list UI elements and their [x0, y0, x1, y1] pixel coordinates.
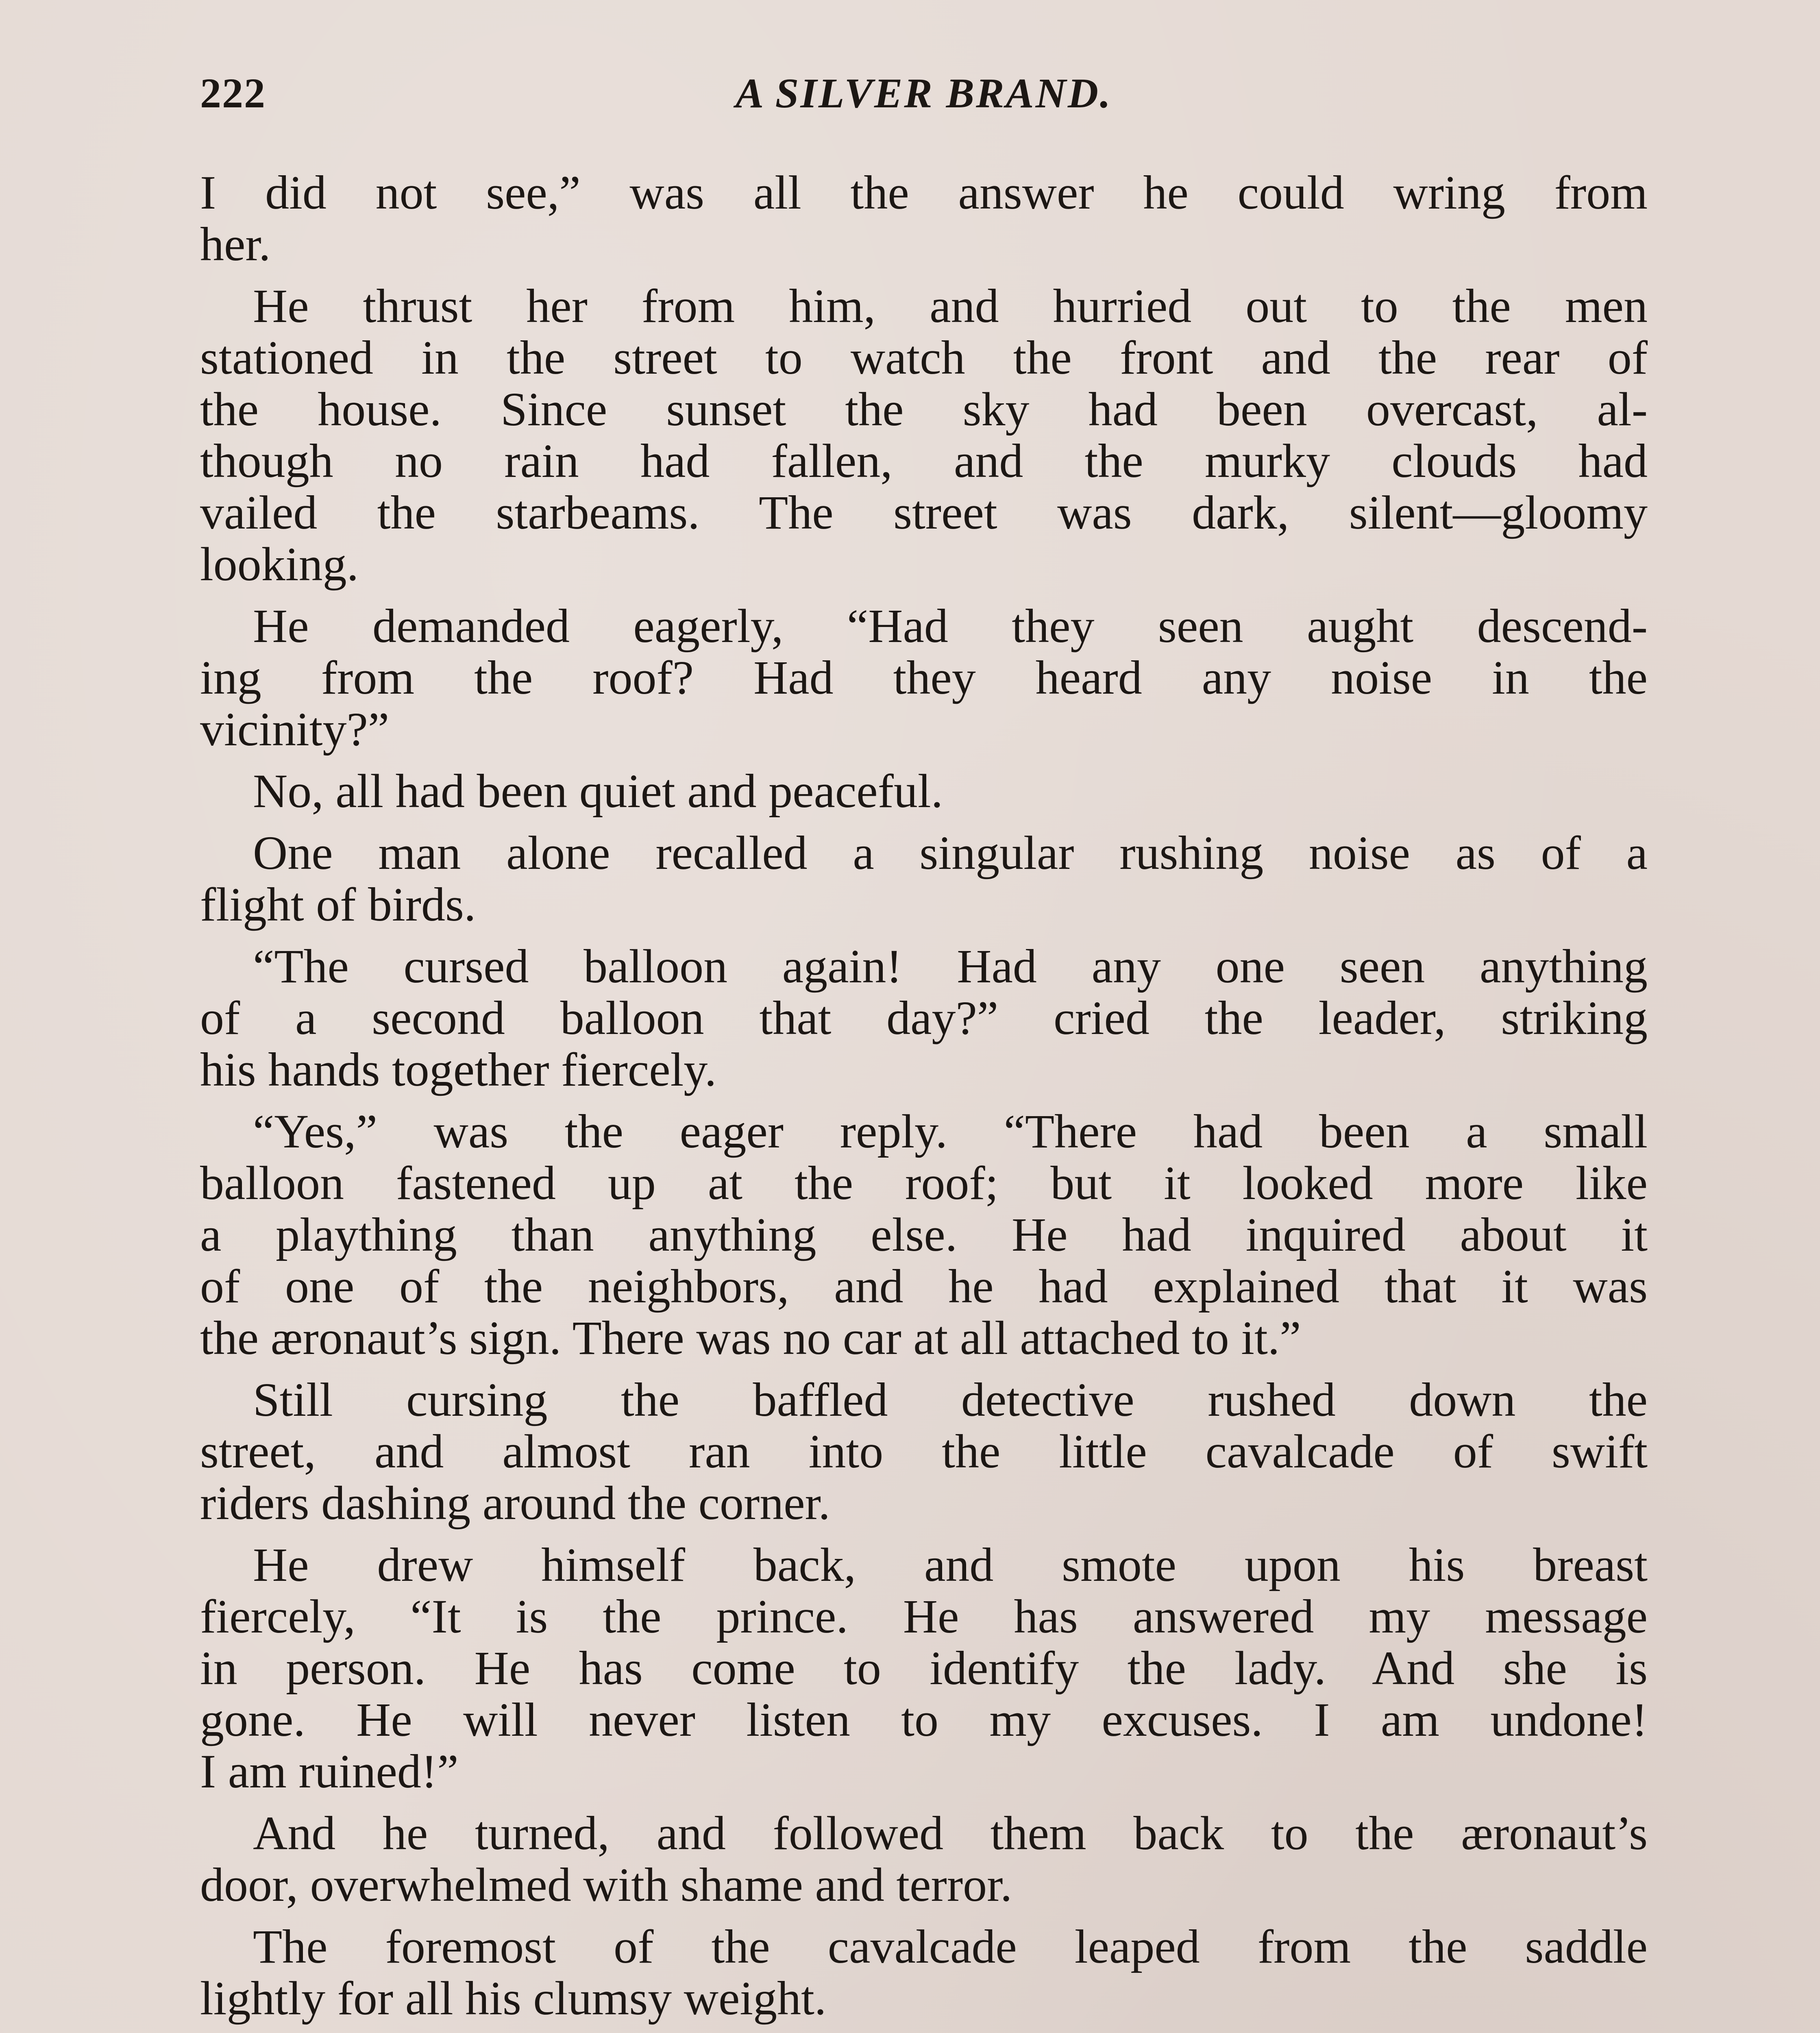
text-line: He demanded eagerly, “Had they seen aught descend- — [253, 599, 1648, 653]
paragraph — [200, 765, 1648, 817]
text-line: his hands together fiercely. — [200, 1043, 717, 1096]
text-line: looking. — [200, 538, 359, 591]
text-line: the house. Since sunset the sky had been overcast, al- — [200, 383, 1648, 436]
text-line: I am ruined!” — [200, 1745, 459, 1798]
text-line: He drew himself back, and smote upon his breast — [253, 1538, 1648, 1591]
text-line: Still cursing the baffled detective rushed down the — [253, 1373, 1648, 1426]
page-header — [200, 69, 1648, 142]
text-line: “The cursed balloon again! Had any one seen anything — [253, 940, 1648, 993]
paragraph — [200, 827, 1648, 930]
text-line: vicinity?” — [200, 703, 390, 756]
text-line: vailed the starbeams. The street was dark, silent—gloomy — [200, 486, 1648, 539]
text-line: balloon fastened up at the roof; but it looked more like — [200, 1156, 1648, 1210]
text-line: street, and almost ran into the little cavalcade of swift — [200, 1425, 1648, 1478]
text-line: stationed in the street to watch the front and the rear of — [200, 331, 1648, 384]
text-line: riders dashing around the corner. — [200, 1476, 830, 1530]
text-line: lightly for all his clumsy weight. — [200, 1972, 827, 2025]
text-line: And he turned, and followed them back to the æronaut’s — [253, 1807, 1648, 1860]
text-line: flight of birds. — [200, 878, 476, 931]
text-line: the æronaut’s sign. There was no car at all attached to it.” — [200, 1311, 1301, 1365]
page-number: 222 — [200, 70, 266, 117]
paragraph — [200, 280, 1648, 590]
text-line: ing from the roof? Had they heard any noise in the — [200, 651, 1648, 704]
text-line: of one of the neighbors, and he had explained that it was — [200, 1260, 1648, 1313]
text-line: her. — [200, 218, 271, 271]
paragraph — [200, 1539, 1648, 1797]
text-line: though no rain had fallen, and the murky clouds had — [200, 434, 1648, 488]
text-line: fiercely, “It is the prince. He has answered my message — [200, 1590, 1648, 1643]
paragraph — [200, 1106, 1648, 1364]
paragraph — [200, 1807, 1648, 1911]
paragraph — [200, 940, 1648, 1095]
paragraph — [200, 1374, 1648, 1529]
text-line: “Yes,” was the eager reply. “There had been a small — [253, 1105, 1648, 1158]
paragraph — [200, 1921, 1648, 2024]
text-line: door, overwhelmed with shame and terror. — [200, 1858, 1012, 1911]
text-line: a plaything than anything else. He had inquired about it — [200, 1208, 1648, 1261]
text-line: of a second balloon that day?” cried the leader, striking — [200, 991, 1648, 1045]
text-line: The foremost of the cavalcade leaped from the saddle — [253, 1920, 1648, 1973]
paragraph — [200, 600, 1648, 755]
text-line: He thrust her from him, and hurried out to the men — [253, 279, 1648, 333]
text-line: in person. He has come to identify the lady. And she is — [200, 1641, 1648, 1695]
text-line: I did not see,” was all the answer he could wring from — [200, 166, 1648, 219]
text-line: gone. He will never listen to my excuses. I am undone! — [200, 1693, 1648, 1746]
body-text — [200, 167, 1648, 2033]
text-line: One man alone recalled a singular rushing noise as of a — [253, 826, 1648, 879]
running-title: A SILVER BRAND. — [735, 70, 1112, 117]
text-line: No, all had been quiet and peaceful. — [253, 764, 943, 818]
paragraph — [200, 167, 1648, 270]
